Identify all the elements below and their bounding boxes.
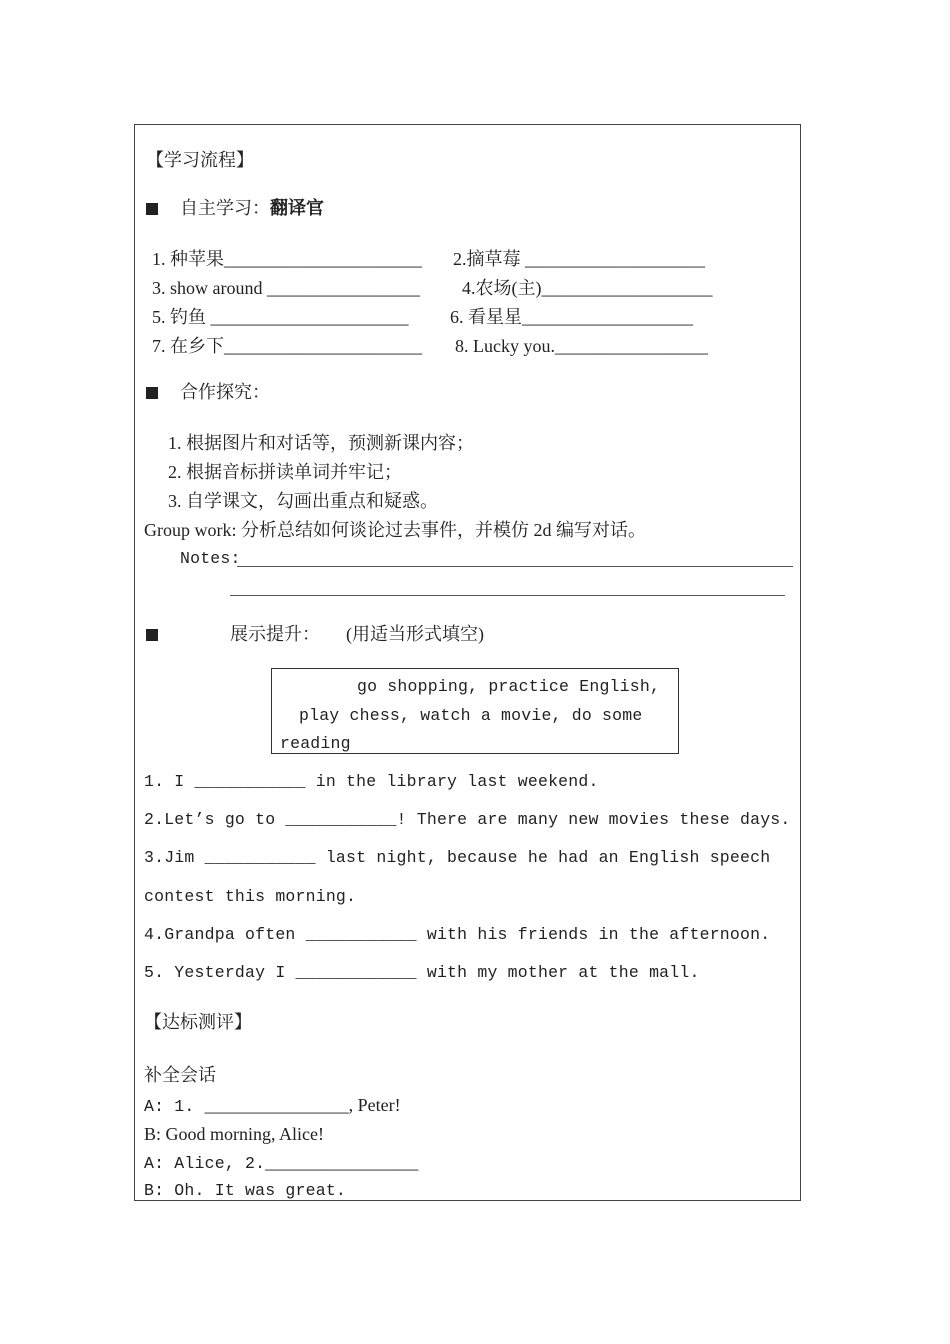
notes-label: Notes: [180, 549, 241, 568]
group-work: Group work: 分析总结如何谈论过去事件，并模仿 2d 编写对话。 [144, 520, 646, 540]
show-row [146, 623, 180, 645]
translate-item-label: 3. show around [152, 278, 263, 298]
dialog-b1: B: Good morning, Alice! [144, 1124, 324, 1144]
bullet-square-icon [146, 387, 158, 399]
coop-item-3: 3. 自学课文，勾画出重点和疑惑。 [168, 491, 438, 511]
translate-blank: ___________________ [541, 278, 713, 298]
dialog-a2 [144, 1151, 418, 1175]
translate-item-8 [455, 335, 708, 357]
dialog-a1 [144, 1094, 401, 1118]
word-bank-line-3: reading [280, 734, 351, 753]
dialog-a1-prefix: A: 1. [144, 1097, 205, 1116]
show-label: 展示提升： [230, 624, 320, 644]
sentence-2: 2.Let’s go to ___________! There are many new movies these days. [144, 810, 791, 829]
sentence-4: 4.Grandpa often ___________ with his friends in the afternoon. [144, 925, 771, 944]
bullet-square-icon [146, 629, 158, 641]
dialog-a2-prefix: A: Alice, 2. [144, 1154, 266, 1173]
assess-heading: 【达标测评】 [144, 1012, 252, 1032]
translate-blank: _________________ [554, 336, 708, 356]
sentence-3: 3.Jim ___________ last night, because he had an English speech [144, 848, 771, 867]
translate-item-7 [152, 335, 422, 357]
translate-item-1 [152, 248, 422, 270]
translate-item-label: 1. 种苹果 [152, 249, 224, 269]
dialog-a1-suffix: , Peter! [348, 1095, 401, 1115]
translate-blank: ______________________ [210, 307, 409, 327]
self-study-label: 自主学习： [180, 198, 270, 218]
word-bank-line-2: play chess, watch a movie, do some [299, 706, 643, 725]
translate-item-label: 2.摘草莓 [453, 249, 521, 269]
translate-item-label: 5. 钓鱼 [152, 307, 206, 327]
translate-item-2 [453, 248, 705, 270]
notes-line-1 [237, 566, 793, 567]
flow-heading: 【学习流程】 [146, 150, 254, 170]
show-hint: (用适当形式填空) [346, 624, 484, 644]
translate-blank: ______________________ [224, 249, 422, 269]
translate-item-3 [152, 277, 420, 299]
translate-blank: ______________________ [224, 336, 422, 356]
translate-blank: ____________________ [525, 249, 705, 269]
dialog-a2-blank: _________________ [265, 1152, 419, 1172]
dialog-b2: B: Oh. It was great. [144, 1181, 347, 1200]
translate-item-label: 4.农场(主) [462, 278, 542, 298]
translate-item-6 [450, 306, 693, 328]
sentence-3-cont: contest this morning. [144, 887, 357, 906]
translate-item-label: 7. 在乡下 [152, 336, 224, 356]
translate-item-label: 8. Lucky you. [455, 336, 555, 356]
word-bank-line-1: go shopping, practice English, [357, 677, 661, 696]
sentence-1: 1. I ___________ in the library last weekend. [144, 772, 599, 791]
coop-item-2: 2. 根据音标拼读单词并牢记； [168, 462, 402, 482]
bullet-square-icon [146, 203, 158, 215]
coop-item-1: 1. 根据图片和对话等，预测新课内容； [168, 433, 474, 453]
assess-title: 补全会话 [144, 1065, 216, 1085]
translate-blank: _________________ [267, 278, 420, 298]
self-study-title: 翻译官 [270, 198, 324, 218]
coop-row [146, 381, 270, 403]
coop-label: 合作探究： [180, 382, 270, 402]
self-study-row [146, 197, 324, 219]
translate-item-label: 6. 看星星 [450, 307, 522, 327]
translate-blank: ___________________ [522, 307, 693, 327]
translate-item-5 [152, 306, 409, 328]
translate-item-4 [462, 277, 713, 299]
notes-line-2 [230, 595, 785, 596]
dialog-a1-blank: ________________ [204, 1095, 349, 1115]
sentence-5: 5. Yesterday I ____________ with my mother at the mall. [144, 963, 700, 982]
